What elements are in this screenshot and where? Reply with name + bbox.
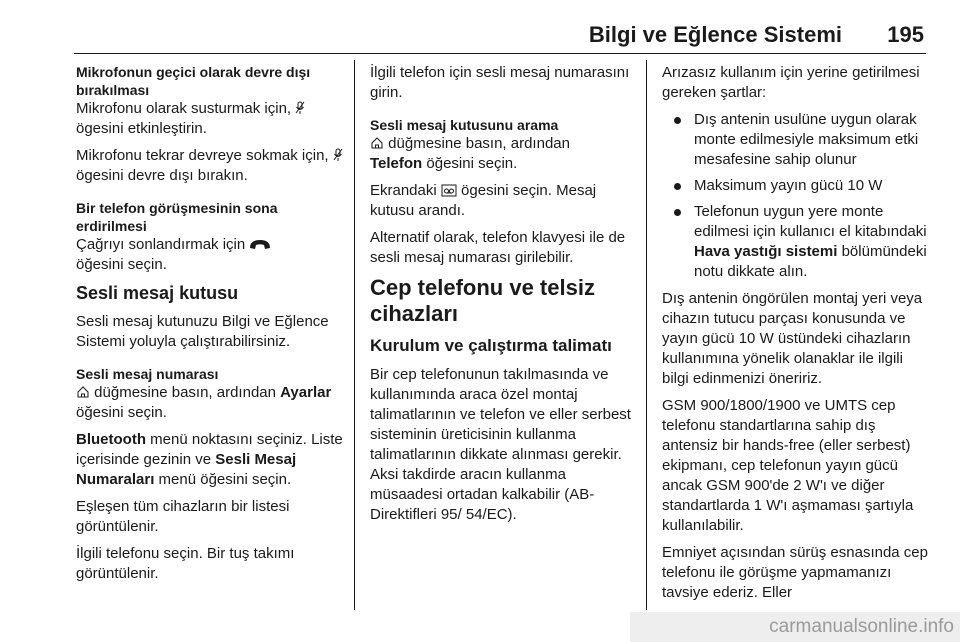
list-item: Dış antenin usulüne uygun olarak monte edilmesiyle maksimum etki mesafesine sahip olunur xyxy=(662,110,928,170)
para-safety: Emniyet açısından sürüş esnasında cep telefonu ile görüşme yapmamanızı tavsiye ederiz. Eller xyxy=(662,544,928,601)
list-item: Telefonun uygun yere monte edilmesi için kullanıcı el kitabındaki Hava yastığı sistemi bölümündeki notu dikkate alın. xyxy=(662,202,928,282)
para-gsm: GSM 900/1800/1900 ve UMTS cep telefonu standartlarına sahip dış antensiz bir hands-free (eller serbest) ekipmanı, cep telefonun yayın gücü ancak GSM 900'de 2 W'ı ve diğer standartlarda 1 W'ı aşmaması şartıyla kullanılabilir. xyxy=(662,397,914,534)
voicemail-icon xyxy=(441,184,457,197)
para-requirements-intro: Arızasız kullanım için yerine getirilmesi gereken şartlar: xyxy=(662,64,920,101)
home-icon xyxy=(76,385,90,399)
column-1 xyxy=(76,63,348,591)
home-icon xyxy=(370,136,384,150)
para-call-3: Alternatif olarak, telefon klavyesi ile de sesli mesaj numarası girilebilir. xyxy=(370,229,626,266)
para-mute-2: Mikrofonu tekrar devreye sokmak için, ögesini devre dışı bırakın. xyxy=(76,146,348,186)
para-antenna: Dış antenin öngörülen montaj yeri veya cihazın tutucu parçası konusunda ve yayın gücü 10 W üstündeki cihazların kullanımına yönelik olanaklar ile ilgili bilgi edinmenizi öneririz. xyxy=(662,290,923,387)
requirements-list xyxy=(662,110,928,282)
column-divider-2 xyxy=(646,60,647,610)
para-call-1: düğmesine basın, ardından Telefon öğesini seçin. xyxy=(370,135,570,172)
page-header-title: Bilgi ve Eğlence Sistemi xyxy=(588,22,842,47)
para-number-3: Eşleşen tüm cihazların bir listesi görüntülenir. xyxy=(76,498,290,535)
para-end-call: Çağrıyı sonlandırmak için öğesini seçin. xyxy=(76,235,348,275)
para-number-1: düğmesine basın, ardından Ayarlar öğesini seçin. xyxy=(76,384,332,421)
page-number: 195 xyxy=(887,22,924,47)
para-number-2: Bluetooth menü noktasını seçiniz. Liste içerisinde gezinin ve Sesli Mesaj Numaraları menü öğesini seçin. xyxy=(76,431,343,488)
heading-install-instructions: Kurulum ve çalıştırma talimatı xyxy=(370,336,612,355)
heading-mute-mic: Mikrofonun geçici olarak devre dışı bırakılması xyxy=(76,64,311,98)
column-3 xyxy=(662,63,928,610)
para-number-4: İlgili telefonu seçin. Bir tuş takımı görüntülenir. xyxy=(76,545,295,582)
column-divider-1 xyxy=(354,60,355,610)
watermark: carmanualsonline.info xyxy=(630,612,960,642)
header-divider xyxy=(74,53,926,54)
heading-call-voicemail: Sesli mesaj kutusunu arama xyxy=(370,117,559,133)
para-enter-number: İlgili telefon için sesli mesaj numarasını girin. xyxy=(370,64,630,101)
heading-voicemail-number: Sesli mesaj numarası xyxy=(76,366,219,382)
hang-up-icon xyxy=(249,239,271,251)
mic-mute-icon xyxy=(333,148,343,162)
heading-voicemail: Sesli mesaj kutusu xyxy=(76,283,239,303)
para-mute-1: Mikrofonu olarak susturmak için, ögesini etkinleştirin. xyxy=(76,99,348,139)
para-call-2: Ekrandaki ögesini seçin. Mesaj kutusu arandı. xyxy=(370,182,597,219)
heading-mobile-phones: Cep telefonu ve telsiz cihazları xyxy=(370,275,595,326)
column-2 xyxy=(370,63,642,532)
para-voicemail: Sesli mesaj kutunuzu Bilgi ve Eğlence Sistemi yoluyla çalıştırabilirsiniz. xyxy=(76,313,329,350)
para-install: Bir cep telefonunun takılmasında ve kullanımında araca özel montaj talimatlarının ve telefon ve eller serbest sisteminin üreticisinin kullanma talimatlarının dikkate alınması gerekir. Aksi takdirde aracın kullanma müsaadesi ortadan kalkabilir (AB-Direktifleri 95/ 54/EC). xyxy=(370,366,631,523)
heading-end-call: Bir telefon görüşmesinin sona erdirilmesi xyxy=(76,200,278,234)
list-item: Maksimum yayın gücü 10 W xyxy=(662,176,928,196)
mic-mute-icon xyxy=(295,101,305,115)
